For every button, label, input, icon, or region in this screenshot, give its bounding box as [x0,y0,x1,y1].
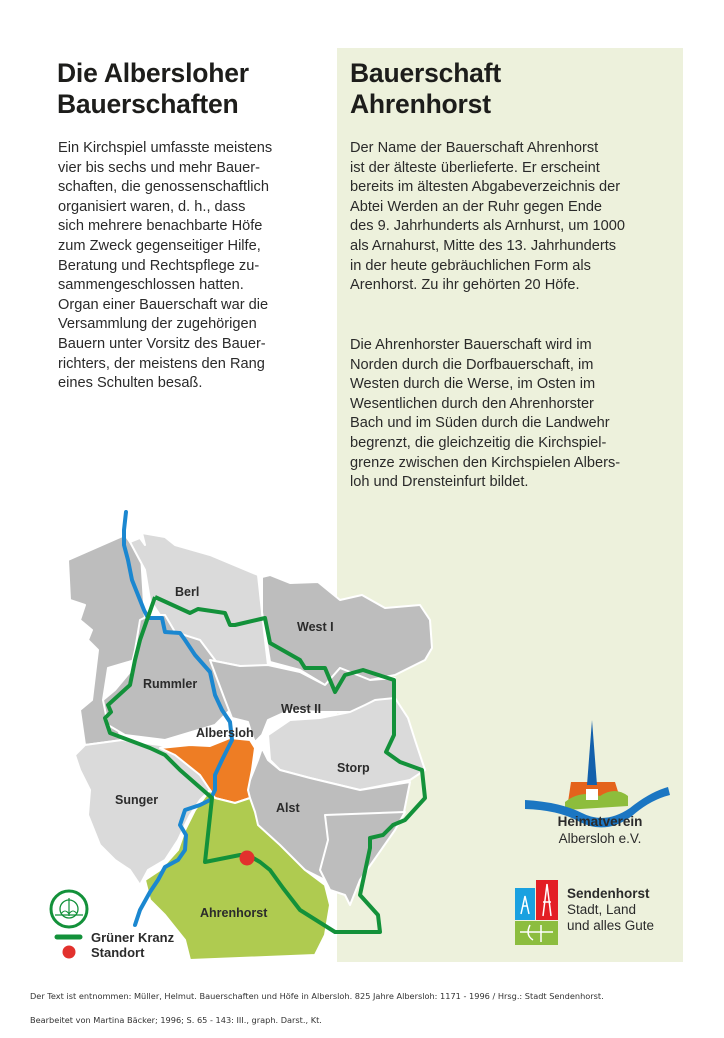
right-paragraph-2: Die Ahrenhorster Bauerschaft wird im Norden durch die Dorfbauerschaft, im Westen durch die Werse, im Osten im Wesentlichen durch den Ahrenhorster Bach und im Süden durch die Landwehr begrenzt, die gleichzeitig die Kirchspiel- grenze zwischen den Kirchspielen Albers- loh und Drensteinfurt bildet. [350,337,621,491]
right-title [350,58,670,120]
left-title [57,58,327,120]
label-storp: Storp [337,761,370,775]
sendenhorst-text [567,886,654,934]
label-alst: Alst [276,801,300,815]
heimatverein-sub: Albersloh e.V. [558,831,642,846]
source-footer [30,978,710,1038]
label-rummler: Rummler [143,677,198,691]
legend-route-label: Grüner Kranz [91,930,175,945]
right-title-line-2: Ahrenhorst [350,89,491,119]
footer-line-2: Bearbeitet von Martina Bäcker; 1996; S. 65 - 143: III., graph. Darst., Kt. [30,1015,322,1025]
label-berl: Berl [175,585,200,599]
footer-line-1: Der Text ist entnommen: Müller, Helmut. Bauerschaften und Höfe in Albersloh. 825 Jahre Albersloh: 1171 - 1996 / Hrsg.: Stadt Sendenhorst. [30,991,604,1001]
sendenhorst-slogan-1: Stadt, Land [567,902,637,917]
sendenhorst-logo-icon [515,880,560,945]
label-albersloh: Albersloh [196,726,254,740]
location-marker [240,851,255,866]
sendenhorst-name: Sendenhorst [567,886,650,901]
gruener-kranz-emblem-icon [51,891,87,927]
left-body-text: Ein Kirchspiel umfasste meistens vier bis sechs und mehr Bauer- schaften, die genossenschaftlich organisiert waren, d. h., dass sich mehrere benachbarte Höfe zum Zweck gegenseitiger Hilfe, Beratung und Rechtspflege zu- sammengeschlossen hatten. Organ einer Bauerschaft war die Versammlung der zugehörigen Bauern unter Vorsitz des Bauer- richters, der meistens den Rang eines Schulten besaß. [58,140,273,392]
label-ahrenhorst: Ahrenhorst [200,906,268,920]
legend-location-swatch [63,946,76,959]
legend-location-label: Standort [91,945,145,960]
sendenhorst-slogan-2: und alles Gute [567,918,655,933]
label-west-2: West II [281,702,322,716]
label-sunger: Sunger [115,793,159,807]
right-title-line-1: Bauerschaft [350,58,501,88]
bauerschaften-map [0,500,440,970]
heimatverein-name: Heimatverein [557,814,643,829]
left-title-line-1: Die Albersloher [57,58,249,88]
left-title-line-2: Bauerschaften [57,89,239,119]
label-west-1: West I [297,620,334,634]
right-paragraph-1: Der Name der Bauerschaft Ahrenhorst ist der älteste überlieferte. Er erscheint bereits im ältesten Abgabeverzeichnis der Abtei Werden an der Ruhr gegen Ende des 9. Jahrhunderts als Arnhurst, um 1000 als Arnahurst, Mitte des 13. Jahrhunderts in der heute gebräuchlichen Form als Arenhorst. Zu ihr gehörten 20 Höfe. [350,140,626,294]
